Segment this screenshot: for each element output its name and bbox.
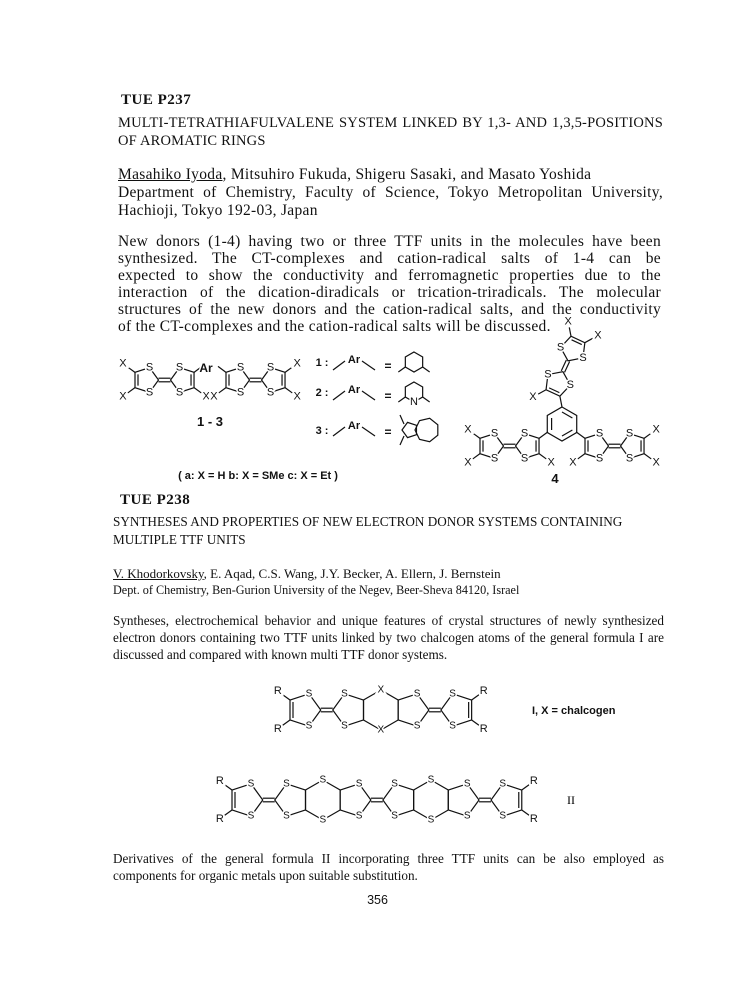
substituent-bond [585,338,593,342]
substituent-bond [128,367,135,372]
sulfur-atom: S [145,386,154,399]
sulfur-atom: S [566,379,574,392]
linker-stub [362,361,375,370]
formula-I-label: I, X = chalcogen [532,705,616,717]
substituent-R: R [479,685,488,698]
substituent-bond [473,433,480,438]
abstract-code: TUE P237 [121,92,192,108]
aromatic-double-bond [562,430,572,436]
author-block [113,565,673,599]
hexagon-heteroatom: S [319,774,327,786]
sulfur-atom: S [391,810,398,822]
title-line: MULTI-TETRATHIAFULVALENE SYSTEM LINKED BY 1,3- AND 1,3,5-POSITIONS [118,115,663,131]
sulfur-atom: S [499,810,507,822]
sulfur-atom: S [499,778,507,790]
substituent-X: X [202,390,210,403]
sulfur-atom: S [355,810,363,822]
aryl-linker: Ar [347,420,361,432]
linker-stub [333,361,345,370]
substituent-X: X [464,456,472,469]
sulfur-atom: S [305,688,313,700]
substituent-R: R [529,812,538,825]
title-line: OF AROMATIC RINGS [118,133,266,149]
substituent-bond [423,367,430,372]
substituent-X: X [119,390,127,403]
body-line: components for organic metals upon suitable substitution. [113,868,418,883]
sulfur-atom: S [175,361,184,374]
substituent-R: R [529,775,538,788]
sulfur-atom: S [341,720,348,732]
benzene-ring [405,352,422,372]
formula-II-label: II [567,793,575,807]
sulfur-atom: S [247,778,255,790]
linker-stub [333,391,345,400]
sulfur-atom: S [145,361,154,374]
affiliation-line: Dept. of Chemistry, Ben-Gurion University of the Negev, Beer-Sheva 84120, Israel [113,583,520,597]
sulfur-atom: S [490,452,499,465]
title-line: MULTIPLE TTF UNITS [113,532,246,547]
sulfur-atom: S [413,688,421,700]
equals-sign: = [384,389,392,403]
substituent-bond [472,695,479,700]
sulfur-atom: S [236,361,245,374]
body-line: discussed and compared with known multi TTF donor systems. [113,647,448,662]
linker-stub [333,427,345,436]
sulfur-atom: S [556,341,565,354]
aromatic-double-bond [562,412,572,418]
substituent-bond [283,695,290,700]
sulfur-atom: S [283,778,290,790]
abstract-code: TUE P238 [120,492,191,508]
substituent-bond [522,810,529,815]
substituent-R: R [215,775,224,788]
dithiole-ring [333,694,364,726]
seven-membered-ring [415,418,438,441]
substituent-bond [285,388,292,393]
substituent-bond [644,433,651,438]
nitrogen-atom: N [410,396,418,408]
presenting-author: V. Khodorkovsky [113,566,204,581]
substituent-bond [473,454,480,459]
sulfur-atom: S [625,427,634,440]
sulfur-atom: S [595,427,604,440]
dithiole-ring [383,784,414,816]
compound-label-1-3: 1 - 3 [196,414,224,429]
substituent-X: X [594,329,602,342]
closing-paragraph [113,850,664,884]
ar-definition-label: 3 : [315,425,329,437]
linker-stub [362,427,375,436]
coauthors: , Mitsuhiro Fukuda, Shigeru Sasaki, and Masato Yoshida [222,166,592,183]
substituent-X: X [569,456,577,469]
substituent-bond [538,390,546,394]
substituent-bond [400,415,404,424]
equals-sign: = [384,359,392,373]
sulfur-atom: S [520,452,529,465]
substituent-X: X [293,390,301,403]
aryl-bond [576,432,585,438]
sulfur-atom: S [175,386,184,399]
affiliation-line: Department of Chemistry, Faculty of Science, Tokyo Metropolitan University, [118,184,663,201]
presenting-author: Masahiko Iyoda [118,166,223,183]
title-line: SYNTHESES AND PROPERTIES OF NEW ELECTRON DONOR SYSTEMS CONTAINING [113,514,623,529]
ar-definition-label: 2 : [315,387,329,399]
substituent-X: X [547,456,555,469]
linker-stub [362,391,375,400]
sulfur-atom: S [595,452,604,465]
substituent-bond [472,720,479,725]
sulfur-atom: S [305,720,313,732]
substituent-bond [219,388,226,393]
substituent-bond [128,388,135,393]
substituent-R: R [479,722,488,735]
sulfur-atom: S [449,720,456,732]
substituent-bond [398,367,405,372]
hexagon-heteroatom: S [427,774,435,786]
hexagon-heteroatom: S [319,814,327,826]
author-line [113,565,673,582]
substituent-bond [285,367,292,372]
body-line: interaction of the dication-diradicals or trication-triradicals. The molecular [118,284,661,301]
sulfur-atom: S [247,810,255,822]
sulfur-atom: S [341,688,348,700]
substituent-R: R [273,685,282,698]
abstract-title [113,513,633,549]
substituent-bond [423,397,430,402]
substituent-footnote: ( a: X = H b: X = SMe c: X = Et ) [178,470,338,482]
sulfur-atom: S [520,427,529,440]
coauthors: , E. Aqad, C.S. Wang, J.Y. Becker, A. Ellern, J. Bernstein [203,566,501,581]
substituent-bond [225,810,232,815]
substituent-X: X [293,357,301,370]
substituent-bond [398,397,405,402]
body-line: electron donors containing two TTF units linked by two chalcogen atoms of the general formula I are [113,630,664,645]
substituent-X: X [464,423,472,436]
substituent-R: R [273,722,282,735]
equals-sign: = [384,425,392,439]
substituent-X: X [529,391,537,404]
sulfur-atom: S [266,361,275,374]
substituent-X: X [119,357,127,370]
sulfur-atom: S [579,351,587,364]
dithiole-ring [491,784,522,816]
substituent-bond [539,454,546,459]
linker-bond [218,366,226,372]
sulfur-atom: S [266,386,275,399]
sulfur-atom: S [544,368,552,381]
compound-label-4: 4 [551,471,559,486]
substituent-bond [194,388,201,393]
dithiole-ring [441,694,472,726]
substituent-X: X [564,315,572,328]
page-number: 356 [367,893,388,907]
sulfur-atom: S [391,778,398,790]
body-line: Derivatives of the general formula II incorporating three TTF units can be also employed as [113,851,664,866]
substituent-X: X [652,423,660,436]
sulfur-atom: S [413,720,421,732]
sulfur-atom: S [463,810,471,822]
sulfur-atom: S [463,778,471,790]
substituent-R: R [215,812,224,825]
substituent-bond [569,327,571,336]
sulfur-atom: S [283,810,290,822]
hexagon-heteroatom: S [427,814,435,826]
substituent-X: X [210,390,218,403]
body-line: Syntheses, electrochemical behavior and unique features of crystal structures of newly synthesized [113,613,664,628]
body-line: expected to show the conductivity and ferromagnetic properties due to the [118,267,661,284]
body-line: structures of the new donors and the cation-radical salts, and the conductivity [118,301,661,318]
substituent-bond [644,454,651,459]
hexagon-heteroatom: X [377,724,385,736]
sulfur-atom: S [625,452,634,465]
aryl-bond [539,432,548,438]
abstract-body [113,612,664,663]
sulfur-atom: S [449,688,456,700]
substituent-bond [283,720,290,725]
substituent-X: X [652,456,660,469]
hexagon-heteroatom: X [377,684,385,696]
affiliation-line: Hachioji, Tokyo 192-03, Japan [118,202,318,219]
sulfur-atom: S [490,427,499,440]
substituent-bond [522,785,529,790]
sulfur-atom: S [236,386,245,399]
ar-definition-label: 1 : [315,357,329,369]
body-line: of the CT-complexes and the cation-radical salts will be discussed. [118,318,551,335]
sulfur-atom: S [355,778,363,790]
substituent-bond [400,436,404,445]
substituent-bond [578,454,585,459]
aryl-bond [560,396,562,407]
five-membered-ring [402,422,416,437]
aryl-linker: Ar [199,361,213,375]
dithiole-ring [275,784,306,816]
aryl-linker: Ar [347,354,361,366]
aryl-linker: Ar [347,384,361,396]
substituent-bond [225,785,232,790]
body-line: New donors (1-4) having two or three TTF units in the molecules have been [118,233,661,250]
body-line: synthesized. The CT-complexes and cation-radical salts of 1-4 can be [118,250,661,267]
